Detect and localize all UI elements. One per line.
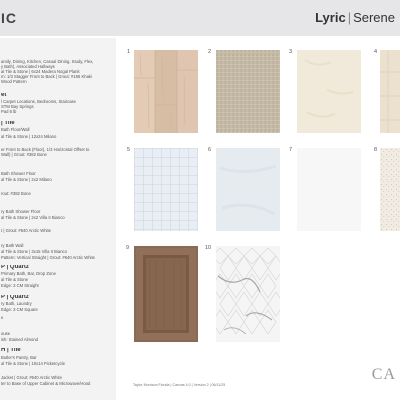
spec-line: Pad 6 lb — [1, 109, 17, 114]
collection-name: Serene — [353, 10, 395, 25]
spec-line: Edge: 3 CM Square — [1, 307, 38, 312]
collection-title — [315, 10, 395, 25]
sample-number-5: 5 — [127, 147, 131, 153]
spec-line: Pattern: Vertical Straight | Grout: #640 Arctic White — [1, 255, 95, 260]
spec-line: Wood Pattern — [1, 79, 27, 84]
sample-number-1: 1 — [127, 49, 131, 55]
spec-line: l Carpet Locations, Bedrooms, Staircase — [1, 99, 76, 104]
spec-heading: P | Quartz — [1, 295, 29, 300]
spec-line: al Tile & Stone | 12x24 Milano — [1, 134, 57, 139]
sample-picket-marble — [216, 246, 280, 342]
spec-line: e — [1, 315, 4, 320]
sample-number-2: 2 — [208, 49, 212, 55]
sample-villa-bianco — [216, 148, 280, 231]
spec-panel — [0, 38, 116, 400]
header-bar — [0, 0, 400, 36]
sample-mosaic-white — [134, 148, 198, 231]
spec-line: er Front to Back (Floor), 1/3 Horizontal Offset to — [1, 147, 90, 152]
spec-line: al Tile & Stone | 2x2 Milano — [1, 177, 52, 182]
sample-number-4: 4 — [374, 49, 378, 55]
sample-milano-tile — [297, 50, 361, 133]
spec-heading: P | Quartz — [1, 265, 29, 270]
spec-line: rout: #382 Bone — [1, 191, 31, 196]
sample-number-6: 6 — [208, 147, 212, 153]
spec-line: ry Bath Wall — [1, 243, 24, 248]
spec-line: amily, Dining, Kitchen, Casual Dining, Study, Flex, — [1, 59, 94, 64]
spec-line: ter to Base of Upper Cabinet & Microwave/Hood — [1, 381, 91, 386]
spec-line: t | Grout: #640 Arctic White — [1, 228, 51, 233]
spec-line: ry Bath, Laundry — [1, 301, 32, 306]
spec-line: Bath Floor/Wall — [1, 127, 30, 132]
spec-line: Wall) | Grout: #382 Bone — [1, 152, 47, 157]
spec-heading: H | Tile — [1, 348, 21, 353]
spec-heading: | Tile — [1, 121, 15, 126]
spec-line: ouse — [1, 331, 11, 336]
spec-line: Edge: 3 CM Straight — [1, 283, 39, 288]
spec-line: ry Bath Shower Floor — [1, 209, 41, 214]
spec-heading: et — [1, 93, 7, 98]
sample-carpet — [216, 50, 280, 133]
sample-wood-plank — [134, 50, 198, 133]
sample-number-8: 8 — [374, 147, 378, 153]
spec-line: rn: 1/3 Stagger Front to Back | Grout: #186 Khaki — [1, 74, 92, 79]
sample-beige-tile — [380, 50, 400, 133]
sample-number-9: 9 — [126, 245, 130, 251]
sample-number-3: 3 — [289, 49, 293, 55]
sample-number-10: 10 — [205, 245, 212, 251]
footer-text: Taylor Morrison Florida | Canvas 4.0 | Version 2 | 06/11/25 — [133, 383, 226, 387]
spec-line: al Tile & Stone | 6x24 Madera Nogal Plank — [1, 69, 80, 74]
sample-speckled-quartz — [380, 148, 400, 231]
spec-line: y Bath), Associated Hallways — [1, 64, 55, 69]
spec-line: al Tile & Stone | 10x14 Picketcycle — [1, 361, 65, 366]
sample-white-quartz — [297, 148, 361, 231]
spec-line: al Tile & Stone | 2x2 Villa II Bianco — [1, 215, 65, 220]
sample-cabinet-door — [134, 246, 198, 342]
spec-line: al Tile & Stone — [1, 277, 29, 282]
brand-name: Lyric — [315, 10, 346, 25]
spec-line: Primary Bath, Bar, Drop Zone — [1, 271, 56, 276]
sample-number-7: 7 — [289, 147, 293, 153]
spec-line: Bath Shower Floor — [1, 171, 36, 176]
spec-line: Jacket | Grout: #640 Arctic White — [1, 375, 62, 380]
brand-logo: CA — [371, 366, 396, 383]
collection-code: IC — [1, 10, 17, 26]
title-separator: | — [347, 10, 352, 25]
spec-line: STM Bay Springs — [1, 104, 34, 109]
spec-line: ish: Stained Almond — [1, 337, 39, 342]
spec-line: al Tile & Stone | 3x15 Villa II Bianco — [1, 249, 67, 254]
spec-line: Butler's Pantry, Bar — [1, 355, 37, 360]
